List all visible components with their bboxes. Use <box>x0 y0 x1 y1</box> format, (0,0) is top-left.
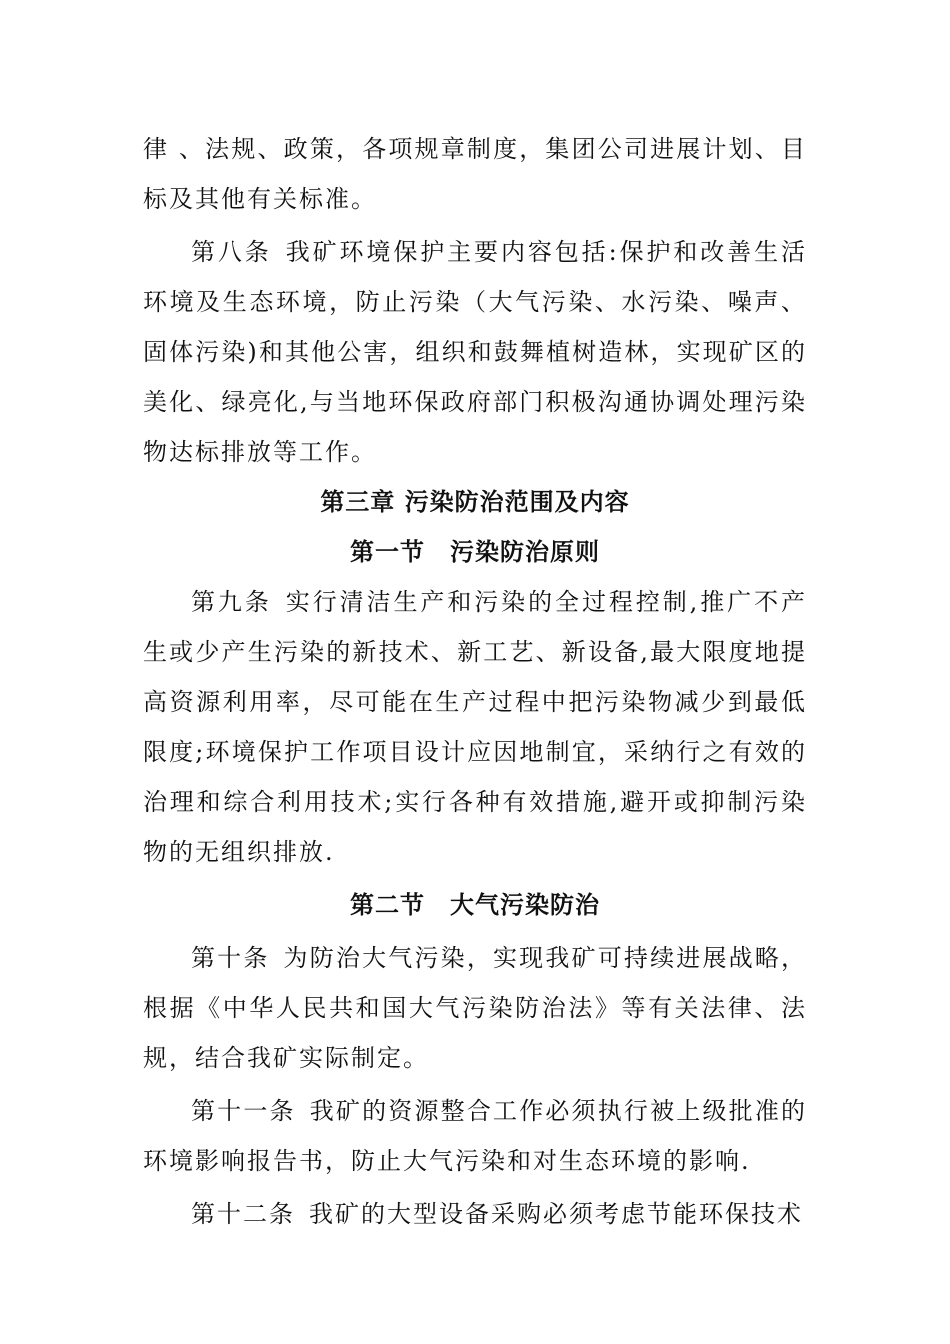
chapter-3-title: 第三章 污染防治范围及内容 <box>320 488 630 516</box>
article-10-text: 为防治大气污染，实现我矿可持续进展战略，根据《中华人民共和国大气污染防治法》等有关法律、法规，结合我矿实际制定。 <box>143 944 807 1072</box>
article-11-text: 我矿的资源整合工作必须执行被上级批准的环境影响报告书，防止大气污染和对生态环境的影响. <box>143 1097 808 1175</box>
article-8-number: 第八条 <box>191 238 272 266</box>
article-9-text: 实行清洁生产和污染的全过程控制,推广不产生或少产生污染的新技术、新工艺、新设备,最大限度地提高资源利用率，尽可能在生产过程中把污染物减少到最低限度;环境保护工作项目设计应因地制宜，采纳行之有效的治理和综合利用技术;实行各种有效措施,避开或抑制污染物的无组织排放. <box>143 588 807 866</box>
article-12-text: 我矿的大型设备采购必须考虑节能环保技术 <box>309 1200 803 1228</box>
document-body <box>143 124 807 1239</box>
article-10 <box>143 933 807 1083</box>
article-11 <box>143 1086 807 1186</box>
article-11-number: 第十一条 <box>191 1097 296 1125</box>
article-12-number: 第十二条 <box>191 1200 295 1228</box>
article-8-text: 我矿环境保护主要内容包括:保护和改善生活环境及生态环境，防止污染（大气污染、水污染、噪声、固体污染)和其他公害，组织和鼓舞植树造林，实现矿区的美化、绿亮化,与当地环保政府部门积极沟通协调处理污染物达标排放等工作。 <box>143 238 807 466</box>
article-9-number: 第九条 <box>191 588 272 616</box>
section-1-title: 第一节 污染防治原则 <box>350 538 600 566</box>
paragraph-continuation: 律 、法规、政策，各项规章制度，集团公司进展计划、目标及其他有关标准。 <box>143 135 807 213</box>
article-9 <box>143 577 807 877</box>
article-10-number: 第十条 <box>191 944 270 972</box>
section-2-title: 第二节 大气污染防治 <box>350 891 600 919</box>
article-8 <box>143 227 807 477</box>
article-12 <box>143 1189 807 1239</box>
